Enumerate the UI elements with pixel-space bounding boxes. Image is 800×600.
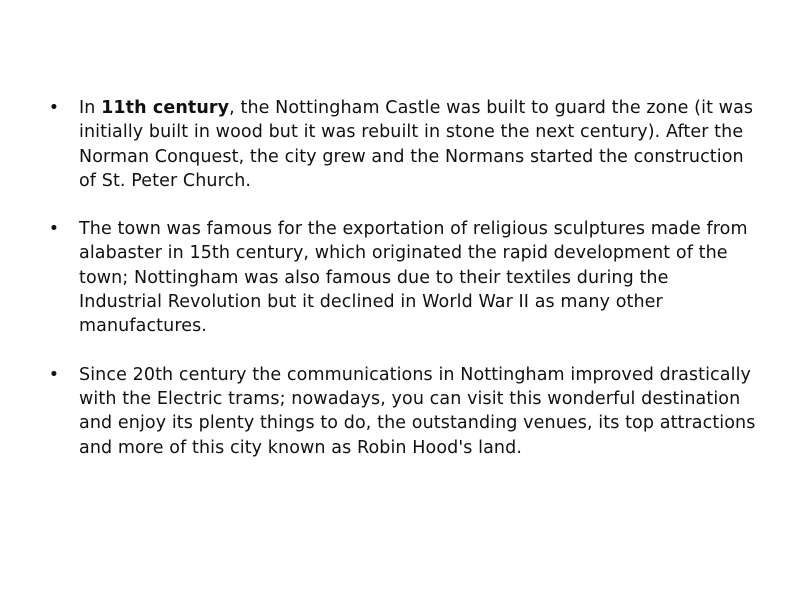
bullet-item-exports	[48, 217, 756, 338]
bullet-list	[48, 96, 756, 460]
bullet-text-rest: , the Nottingham Castle was built to guard the zone (it was initially built in wood but it was rebuilt in stone the next century). After the Norman Conquest, the city grew and the Normans started the construction of St. Peter Church.	[79, 98, 754, 191]
bullet-text: Since 20th century the communications in Nottingham improved drastically with the Electric trams; nowadays, you can visit this wonderful destination and enjoy its plenty things to do, the outstanding venues, its top attractions and more of this city known as Robin Hood's land.	[79, 364, 756, 458]
bullet-text	[79, 96, 756, 193]
bullet-marker: •	[48, 364, 60, 385]
bullet-text-intro: In	[79, 98, 102, 118]
bullet-marker: •	[48, 219, 60, 240]
bullet-text: The town was famous for the exportation of religious sculptures made from alabaster in 15th century, which originated the rapid development of the town; Nottingham was also famous due to their textiles during the Industrial Revolution but it declined in World War II as many other manufactures.	[79, 219, 748, 337]
bold-phrase: 11th century	[101, 98, 230, 118]
bullet-item-castle	[48, 96, 756, 193]
bullet-item-communications	[48, 363, 756, 460]
bullet-marker: •	[48, 98, 60, 118]
